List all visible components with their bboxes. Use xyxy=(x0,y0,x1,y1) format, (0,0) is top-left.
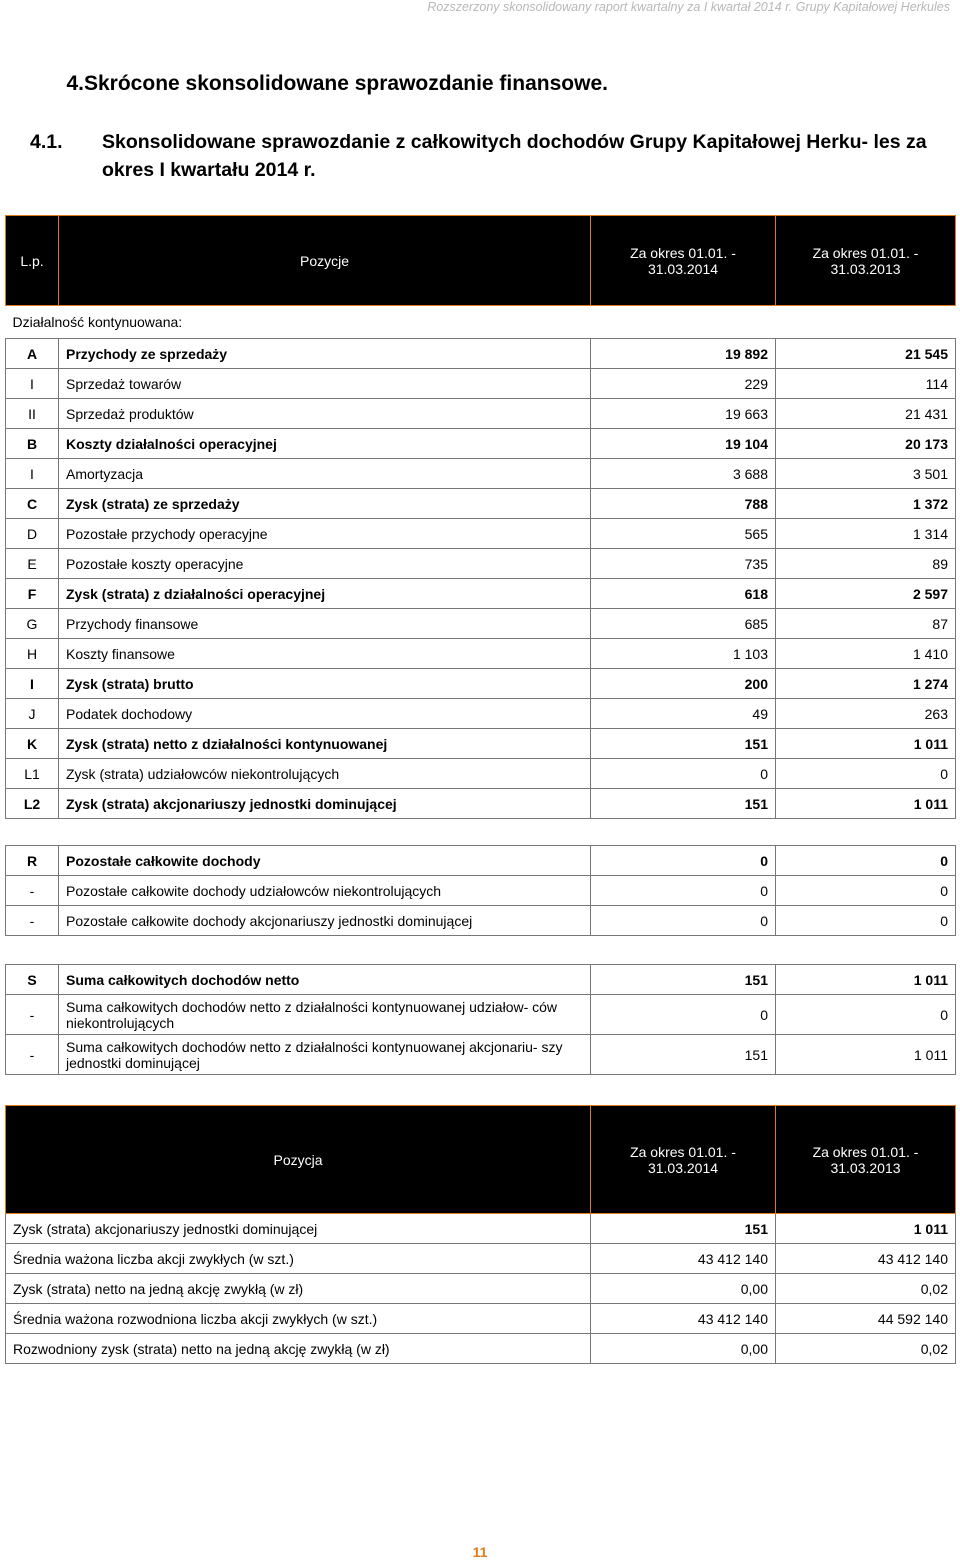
row-value-2014: 0 xyxy=(591,876,776,906)
row-value-2013: 1 011 xyxy=(776,729,956,759)
table-row xyxy=(6,669,956,699)
section-label-row xyxy=(6,306,956,339)
row-value-2013: 1 314 xyxy=(776,519,956,549)
row-value-2014: 151 xyxy=(591,1214,776,1244)
row-lp: L1 xyxy=(6,759,59,789)
table-row xyxy=(6,369,956,399)
row-value-2013: 1 410 xyxy=(776,639,956,669)
row-label: Pozostałe koszty operacyjne xyxy=(59,549,591,579)
row-value-2014: 43 412 140 xyxy=(591,1244,776,1274)
eps-header-col2: Za okres 01.01. - 31.03.2013 xyxy=(776,1106,956,1214)
row-label: Suma całkowitych dochodów netto xyxy=(59,965,591,995)
row-value-2014: 151 xyxy=(591,789,776,819)
row-label: Zysk (strata) akcjonariuszy jednostki dominującej xyxy=(59,789,591,819)
row-label: Zysk (strata) akcjonariuszy jednostki dominującej xyxy=(6,1214,591,1244)
row-lp: B xyxy=(6,429,59,459)
row-value-2014: 151 xyxy=(591,965,776,995)
row-value-2014: 685 xyxy=(591,609,776,639)
row-value-2013: 1 011 xyxy=(776,789,956,819)
table-row xyxy=(6,729,956,759)
row-value-2013: 44 592 140 xyxy=(776,1304,956,1334)
table-row xyxy=(6,549,956,579)
row-label: Zysk (strata) ze sprzedaży xyxy=(59,489,591,519)
table-row xyxy=(6,846,956,876)
row-lp: - xyxy=(6,906,59,936)
table-row xyxy=(6,789,956,819)
row-lp: - xyxy=(6,995,59,1035)
row-label: Suma całkowitych dochodów netto z działalności kontynuowanej udziałow- ców niekontrolujących xyxy=(59,995,591,1035)
total-income-table xyxy=(5,964,956,1075)
row-value-2013: 0 xyxy=(776,906,956,936)
row-value-2013: 20 173 xyxy=(776,429,956,459)
row-value-2013: 1 372 xyxy=(776,489,956,519)
row-lp: E xyxy=(6,549,59,579)
table-row xyxy=(6,876,956,906)
header-col1: Za okres 01.01. - 31.03.2014 xyxy=(591,216,776,306)
running-header: Rozszerzony skonsolidowany raport kwartalny za I kwartał 2014 r. Grupy Kapitałowej Herkules xyxy=(427,0,950,14)
table-row xyxy=(6,906,956,936)
eps-header-row xyxy=(6,1106,956,1214)
row-value-2014: 19 663 xyxy=(591,399,776,429)
table-row xyxy=(6,519,956,549)
row-label: Pozostałe całkowite dochody udziałowców niekontrolujących xyxy=(59,876,591,906)
row-value-2014: 3 688 xyxy=(591,459,776,489)
table-row xyxy=(6,399,956,429)
earnings-per-share-table xyxy=(5,1105,956,1364)
row-value-2014: 43 412 140 xyxy=(591,1304,776,1334)
row-value-2014: 0,00 xyxy=(591,1274,776,1304)
row-value-2014: 49 xyxy=(591,699,776,729)
row-value-2014: 565 xyxy=(591,519,776,549)
header-col2: Za okres 01.01. - 31.03.2013 xyxy=(776,216,956,306)
header-item: Pozycje xyxy=(59,216,591,306)
row-label: Średnia ważona rozwodniona liczba akcji zwykłych (w szt.) xyxy=(6,1304,591,1334)
row-label: Pozostałe całkowite dochody xyxy=(59,846,591,876)
row-lp: - xyxy=(6,1035,59,1075)
subsection-title: Skonsolidowane sprawozdanie z całkowitych dochodów Grupy Kapitałowej Herku- les za okres I kwartału 2014 r. xyxy=(102,131,927,181)
row-lp: A xyxy=(6,339,59,369)
header-lp: L.p. xyxy=(6,216,59,306)
subsection-number: 4.1. xyxy=(30,131,63,153)
page-number: 11 xyxy=(472,1544,488,1560)
row-value-2013: 87 xyxy=(776,609,956,639)
row-value-2013: 43 412 140 xyxy=(776,1244,956,1274)
row-value-2014: 19 104 xyxy=(591,429,776,459)
row-value-2014: 19 892 xyxy=(591,339,776,369)
row-value-2014: 618 xyxy=(591,579,776,609)
row-value-2013: 1 011 xyxy=(776,1214,956,1244)
row-lp: K xyxy=(6,729,59,759)
table-header-row xyxy=(6,216,956,306)
row-value-2014: 151 xyxy=(591,729,776,759)
other-income-table xyxy=(5,845,956,936)
row-label: Zysk (strata) netto na jedną akcję zwykłą (w zł) xyxy=(6,1274,591,1304)
row-value-2014: 0 xyxy=(591,759,776,789)
row-value-2013: 1 011 xyxy=(776,965,956,995)
row-value-2013: 0,02 xyxy=(776,1334,956,1364)
income-statement-table xyxy=(5,215,956,819)
row-label: Koszty działalności operacyjnej xyxy=(59,429,591,459)
row-value-2014: 1 103 xyxy=(591,639,776,669)
section-label: Działalność kontynuowana: xyxy=(12,314,183,330)
table-row xyxy=(6,609,956,639)
row-lp: F xyxy=(6,579,59,609)
row-label: Średnia ważona liczba akcji zwykłych (w szt.) xyxy=(6,1244,591,1274)
table-row xyxy=(6,995,956,1035)
row-value-2013: 21 545 xyxy=(776,339,956,369)
table-row xyxy=(6,459,956,489)
row-lp: D xyxy=(6,519,59,549)
table-row xyxy=(6,1334,956,1364)
row-label: Zysk (strata) z działalności operacyjnej xyxy=(59,579,591,609)
table-row xyxy=(6,1304,956,1334)
row-value-2013: 0 xyxy=(776,846,956,876)
table-row xyxy=(6,965,956,995)
row-value-2013: 0 xyxy=(776,759,956,789)
row-label: Przychody ze sprzedaży xyxy=(59,339,591,369)
row-value-2014: 735 xyxy=(591,549,776,579)
table-row xyxy=(6,699,956,729)
table-row xyxy=(6,579,956,609)
table-row xyxy=(6,1214,956,1244)
row-value-2013: 114 xyxy=(776,369,956,399)
table-row xyxy=(6,339,956,369)
table-row xyxy=(6,759,956,789)
row-value-2013: 89 xyxy=(776,549,956,579)
row-value-2014: 0 xyxy=(591,906,776,936)
row-lp: C xyxy=(6,489,59,519)
row-value-2013: 21 431 xyxy=(776,399,956,429)
row-lp: L2 xyxy=(6,789,59,819)
table-row xyxy=(6,1244,956,1274)
subsection-heading xyxy=(30,128,950,184)
row-label: Przychody finansowe xyxy=(59,609,591,639)
row-value-2013: 1 011 xyxy=(776,1035,956,1075)
row-lp: G xyxy=(6,609,59,639)
row-value-2013: 0 xyxy=(776,876,956,906)
row-lp: II xyxy=(6,399,59,429)
section-number: 4. xyxy=(66,72,84,95)
row-label: Pozostałe przychody operacyjne xyxy=(59,519,591,549)
row-value-2014: 788 xyxy=(591,489,776,519)
row-label: Amortyzacja xyxy=(59,459,591,489)
row-label: Sprzedaż produktów xyxy=(59,399,591,429)
table-row xyxy=(6,1035,956,1075)
row-lp: H xyxy=(6,639,59,669)
row-label: Pozostałe całkowite dochody akcjonariuszy jednostki dominującej xyxy=(59,906,591,936)
row-label: Suma całkowitych dochodów netto z działalności kontynuowanej akcjonariu- szy jednostki dominującej xyxy=(59,1035,591,1075)
row-value-2014: 151 xyxy=(591,1035,776,1075)
eps-header-item: Pozycja xyxy=(6,1106,591,1214)
row-lp: S xyxy=(6,965,59,995)
eps-header-col1: Za okres 01.01. - 31.03.2014 xyxy=(591,1106,776,1214)
row-value-2014: 0 xyxy=(591,995,776,1035)
row-value-2013: 0,02 xyxy=(776,1274,956,1304)
row-label: Podatek dochodowy xyxy=(59,699,591,729)
row-label: Zysk (strata) netto z działalności kontynuowanej xyxy=(59,729,591,759)
row-lp: I xyxy=(6,669,59,699)
table-row xyxy=(6,1274,956,1304)
row-lp: R xyxy=(6,846,59,876)
row-lp: - xyxy=(6,876,59,906)
row-value-2013: 2 597 xyxy=(776,579,956,609)
row-value-2014: 229 xyxy=(591,369,776,399)
row-lp: J xyxy=(6,699,59,729)
row-lp: I xyxy=(6,369,59,399)
table-row xyxy=(6,429,956,459)
row-lp: I xyxy=(6,459,59,489)
row-label: Zysk (strata) brutto xyxy=(59,669,591,699)
row-label: Koszty finansowe xyxy=(59,639,591,669)
row-label: Sprzedaż towarów xyxy=(59,369,591,399)
table-row xyxy=(6,639,956,669)
table-row xyxy=(6,489,956,519)
row-value-2013: 1 274 xyxy=(776,669,956,699)
row-label: Rozwodniony zysk (strata) netto na jedną akcję zwykłą (w zł) xyxy=(6,1334,591,1364)
row-value-2014: 0,00 xyxy=(591,1334,776,1364)
row-value-2013: 3 501 xyxy=(776,459,956,489)
section-title: Skrócone skonsolidowane sprawozdanie finansowe. xyxy=(84,72,608,95)
section-heading xyxy=(12,72,608,96)
row-value-2013: 0 xyxy=(776,995,956,1035)
row-value-2014: 200 xyxy=(591,669,776,699)
row-value-2013: 263 xyxy=(776,699,956,729)
row-label: Zysk (strata) udziałowców niekontrolujących xyxy=(59,759,591,789)
row-value-2014: 0 xyxy=(591,846,776,876)
